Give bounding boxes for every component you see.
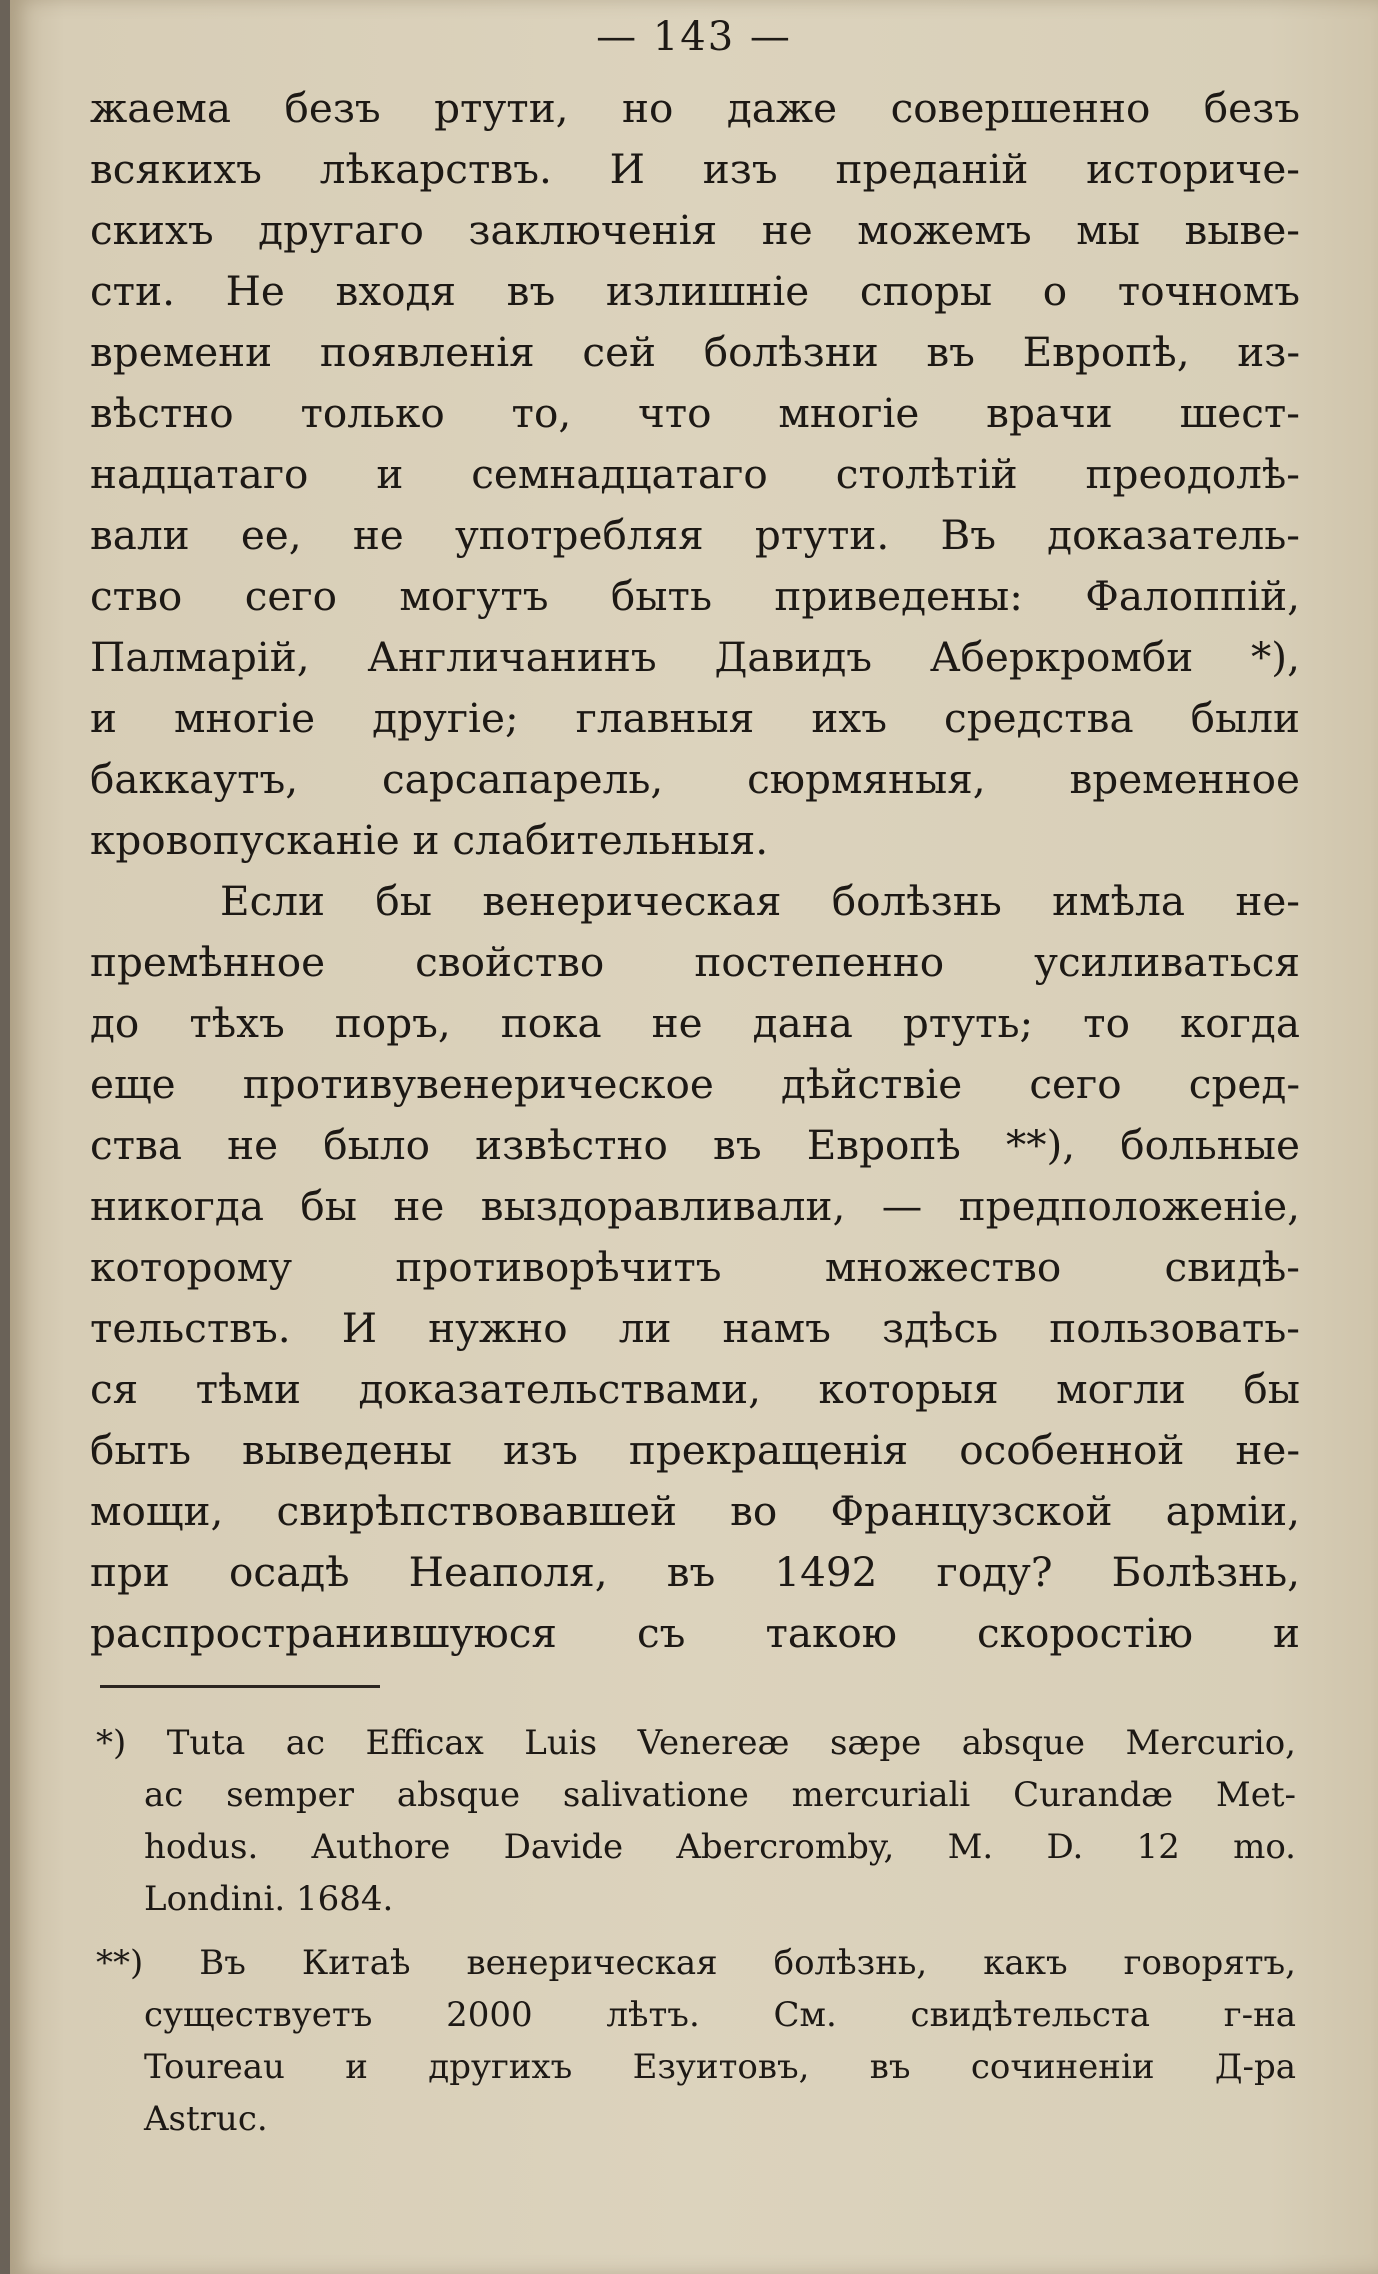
- text-line: Палмарій, Англичанинъ Давидъ Аберкромби *),: [90, 633, 1300, 681]
- text-line: при осадѣ Неаполя, въ 1492 году? Болѣзнь,: [90, 1548, 1300, 1596]
- text-line: вали ее, не употребляя ртути. Въ доказатель-: [90, 511, 1300, 559]
- text-line: ство сего могутъ быть приведены: Фалоппій,: [90, 572, 1300, 620]
- footnote-line: Londini. 1684.: [144, 1879, 394, 1919]
- text-line: которому противорѣчитъ множество свидѣ-: [90, 1243, 1300, 1291]
- text-line: вѣстно только то, что многіе врачи шест-: [90, 389, 1300, 437]
- footnote-line: *) Tuta ac Efficax Luis Venereæ sæpe absque Mercurio,: [96, 1723, 1296, 1763]
- text-line: кровопусканіе и слабительныя.: [90, 816, 769, 864]
- footnotes: [96, 1717, 1296, 2145]
- text-line: ся тѣми доказательствами, которыя могли бы: [90, 1365, 1300, 1413]
- text-line: надцатаго и семнадцатаго столѣтій преодолѣ-: [90, 450, 1300, 498]
- text-line: скихъ другаго заключенія не можемъ мы выве-: [90, 206, 1300, 254]
- text-line: баккаутъ, сарсапарель, сюрмяныя, временное: [90, 755, 1300, 803]
- text-line: Если бы венерическая болѣзнь имѣла не-: [220, 877, 1300, 925]
- text-line: жаема безъ ртути, но даже совершенно безъ: [90, 84, 1300, 132]
- text-line: времени появленія сей болѣзни въ Европѣ, из-: [90, 328, 1300, 376]
- text-line: всякихъ лѣкарствъ. И изъ преданій историче-: [90, 145, 1300, 193]
- text-line: до тѣхъ поръ, пока не дана ртуть; то когда: [90, 999, 1300, 1047]
- main-text: [90, 78, 1300, 1664]
- text-line: быть выведены изъ прекращенія особенной не-: [90, 1426, 1300, 1474]
- book-page: [10, 0, 1378, 2274]
- text-line: премѣнное свойство постепенно усиливаться: [90, 938, 1300, 986]
- footnote-line: ac semper absque salivatione mercuriali Curandæ Met-: [144, 1775, 1296, 1815]
- footnote-line: существуетъ 2000 лѣтъ. См. свидѣтельста г-на: [144, 1995, 1296, 2035]
- footnote-line: Astruc.: [144, 2099, 268, 2139]
- footnote-line: Toureau и другихъ Езуитовъ, въ сочиненіи Д-ра: [144, 2047, 1296, 2087]
- page-number: — 143 —: [596, 14, 792, 60]
- text-line: сти. Не входя въ излишніе споры о точномъ: [90, 267, 1300, 315]
- text-line: никогда бы не выздоравливали, — предположеніе,: [90, 1182, 1300, 1230]
- text-line: мощи, свирѣпствовавшей во Французской арміи,: [90, 1487, 1300, 1535]
- footnote-line: hodus. Authore Davide Abercromby, M. D. 12 mo.: [144, 1827, 1296, 1867]
- text-line: и многіе другіе; главныя ихъ средства были: [90, 694, 1300, 742]
- text-line: ства не было извѣстно въ Европѣ **), больные: [90, 1121, 1300, 1169]
- footnote-1: [96, 1717, 1296, 1925]
- text-line: распространившуюся съ такою скоростію и: [90, 1609, 1300, 1657]
- text-line: тельствъ. И нужно ли намъ здѣсь пользовать-: [90, 1304, 1300, 1352]
- footnote-line: **) Въ Китаѣ венерическая болѣзнь, какъ говорятъ,: [96, 1943, 1296, 1983]
- footnote-separator: [100, 1685, 380, 1688]
- text-line: еще противувенерическое дѣйствіе сего сред-: [90, 1060, 1300, 1108]
- footnote-2: [96, 1937, 1296, 2145]
